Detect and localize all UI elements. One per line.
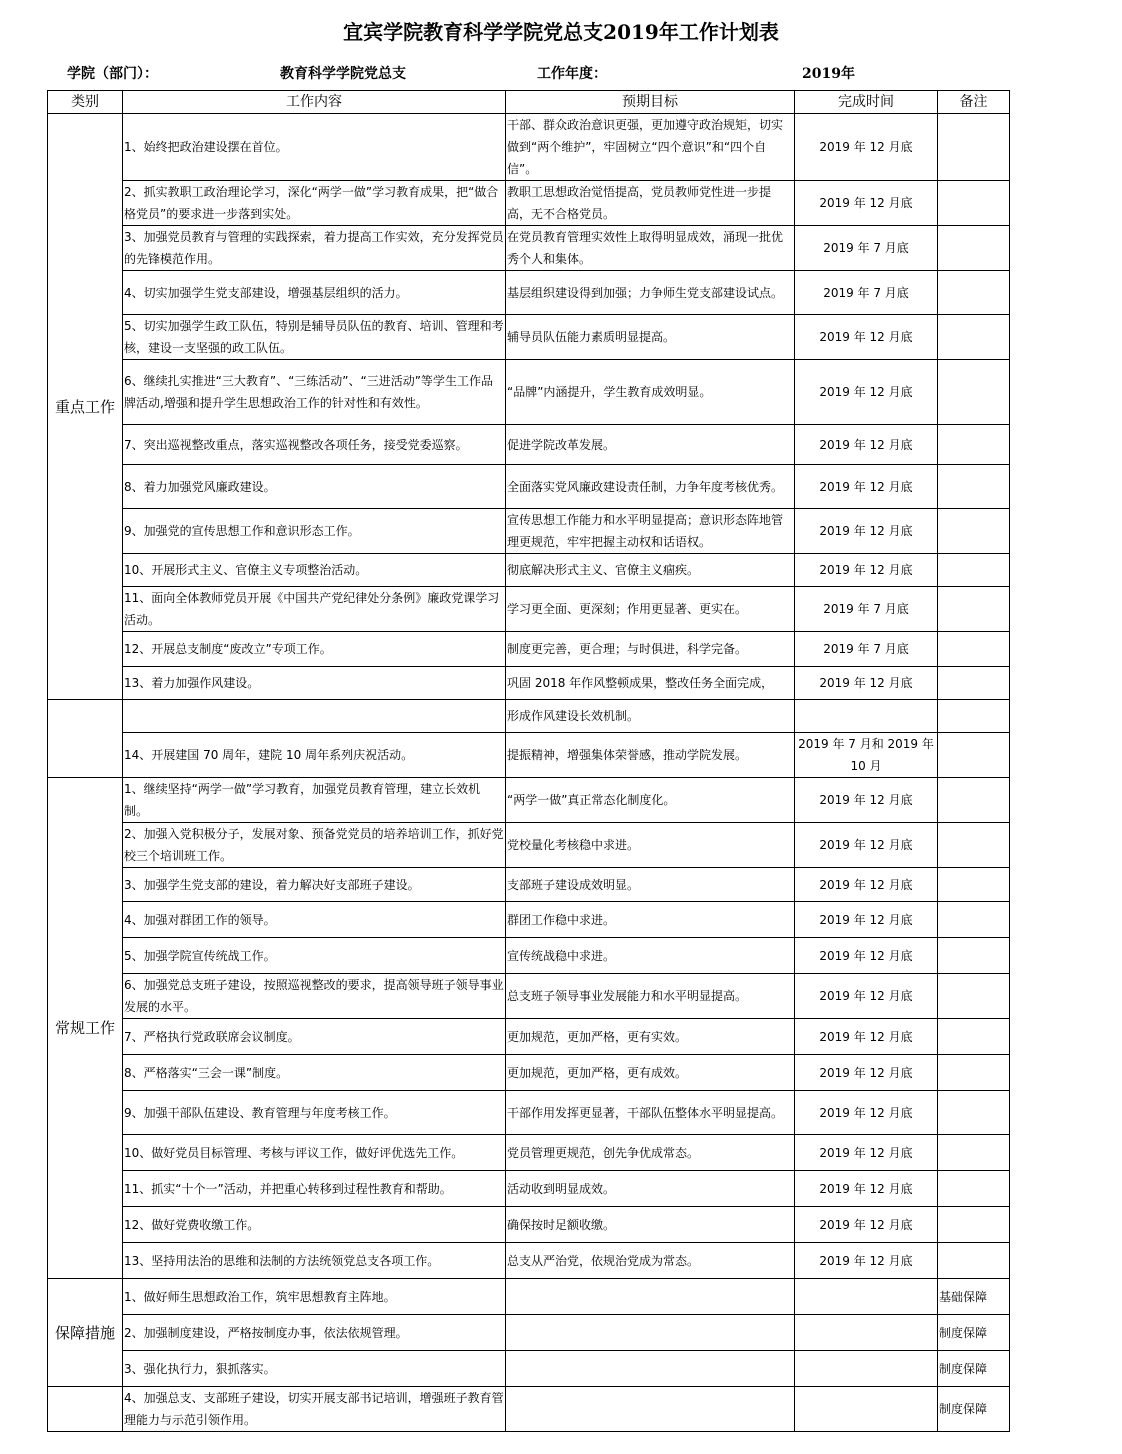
goal-cell: 提振精神，增强集体荣誉感，推动学院发展。 [506,733,795,778]
note-cell [938,425,1010,465]
work-content-cell: 14、开展建国 70 周年，建院 10 周年系列庆祝活动。 [123,733,506,778]
work-content-cell: 5、加强学院宣传统战工作。 [123,938,506,974]
work-plan-table-part3 [47,1386,1010,1432]
completion-time-cell: 2019 年 12 月底 [795,1091,938,1135]
table-row [48,1019,1010,1055]
category-cell [48,1387,123,1432]
note-cell [938,114,1010,181]
college-value: 教育科学学院党总支 [280,66,406,82]
goal-cell: 宣传思想工作能力和水平明显提高；意识形态阵地管理更规范，牢牢把握主动权和话语权。 [506,509,795,554]
completion-time-cell: 2019 年 12 月底 [795,1171,938,1207]
completion-time-cell [795,1351,938,1387]
table-row [48,733,1010,778]
table-row [48,868,1010,902]
goal-cell: 党校量化考核稳中求进。 [506,823,795,868]
completion-time-cell: 2019 年 12 月底 [795,315,938,360]
goal-cell: 制度更完善，更合理；与时俱进，科学完备。 [506,632,795,667]
completion-time-cell: 2019 年 12 月底 [795,823,938,868]
note-cell [938,1207,1010,1243]
note-cell [938,271,1010,315]
goal-cell: 党员管理更规范，创先争优成常态。 [506,1135,795,1171]
work-content-cell: 2、加强制度建设，严格按制度办事，依法依规管理。 [123,1315,506,1351]
completion-time-cell [795,700,938,733]
note-cell [938,509,1010,554]
goal-cell [506,1279,795,1315]
work-content-cell: 2、加强入党积极分子，发展对象、预备党党员的培养培训工作，抓好党校三个培训班工作。 [123,823,506,868]
completion-time-cell: 2019 年 12 月底 [795,1135,938,1171]
table-row [48,1279,1010,1315]
work-content-cell: 13、着力加强作风建设。 [123,667,506,700]
goal-cell: 辅导员队伍能力素质明显提高。 [506,315,795,360]
work-content-cell: 8、严格落实“三会一课”制度。 [123,1055,506,1091]
note-cell [938,667,1010,700]
work-content-cell: 7、严格执行党政联席会议制度。 [123,1019,506,1055]
header-note: 备注 [938,91,1010,114]
header-time: 完成时间 [795,91,938,114]
table-row [48,587,1010,632]
goal-cell: 基层组织建设得到加强；力争师生党支部建设试点。 [506,271,795,315]
work-content-cell: 1、做好师生思想政治工作，筑牢思想教育主阵地。 [123,1279,506,1315]
goal-cell: 更加规范，更加严格，更有实效。 [506,1019,795,1055]
table-row [48,667,1010,700]
table-row [48,902,1010,938]
completion-time-cell: 2019 年 12 月底 [795,114,938,181]
note-cell [938,700,1010,733]
completion-time-cell: 2019 年 12 月底 [795,1207,938,1243]
completion-time-cell: 2019 年 12 月底 [795,554,938,587]
table-row [48,1315,1010,1351]
header-content: 工作内容 [123,91,506,114]
table-row [48,554,1010,587]
note-cell [938,315,1010,360]
table-row [48,1207,1010,1243]
category-cell: 保障措施 [48,1279,123,1387]
work-content-cell: 6、继续扎实推进“三大教育”、“三练活动”、“三进活动”等学生工作品牌活动,增强和提升学生思想政治工作的针对性和有效性。 [123,360,506,425]
work-content-cell: 11、抓实“十个一”活动，并把重心转移到过程性教育和帮助。 [123,1171,506,1207]
note-cell [938,1091,1010,1135]
goal-cell: 在党员教育管理实效性上取得明显成效，涌现一批优秀个人和集体。 [506,226,795,271]
completion-time-cell: 2019 年 12 月底 [795,509,938,554]
note-cell [938,868,1010,902]
category-cell: 常规工作 [48,778,123,1279]
work-plan-table-part2 [47,699,1010,1387]
note-cell [938,938,1010,974]
table-row [48,1171,1010,1207]
work-content-cell: 12、做好党费收缴工作。 [123,1207,506,1243]
work-content-cell: 5、切实加强学生政工队伍，特别是辅导员队伍的教育、培训、管理和考核，建设一支坚强的政工队伍。 [123,315,506,360]
goal-cell [506,1315,795,1351]
completion-time-cell: 2019 年 12 月底 [795,425,938,465]
table-row [48,974,1010,1019]
note-cell [938,226,1010,271]
note-cell [938,823,1010,868]
table-row [48,181,1010,226]
completion-time-cell: 2019 年 12 月底 [795,667,938,700]
table-row [48,1055,1010,1091]
goal-cell: 促进学院改革发展。 [506,425,795,465]
table-header-row [48,91,1010,114]
goal-cell: 总支从严治党，依规治党成为常态。 [506,1243,795,1279]
goal-cell: 确保按时足额收缴。 [506,1207,795,1243]
completion-time-cell: 2019 年 7 月底 [795,271,938,315]
goal-cell: 总支班子领导事业发展能力和水平明显提高。 [506,974,795,1019]
work-content-cell: 13、坚持用法治的思维和法制的方法统领党总支各项工作。 [123,1243,506,1279]
completion-time-cell: 2019 年 12 月底 [795,181,938,226]
completion-time-cell: 2019 年 12 月底 [795,974,938,1019]
note-cell [938,1055,1010,1091]
note-cell [938,902,1010,938]
header-category: 类别 [48,91,123,114]
table-row [48,315,1010,360]
table-row [48,823,1010,868]
note-cell: 基础保障 [938,1279,1010,1315]
note-cell: 制度保障 [938,1387,1010,1432]
goal-cell: 巩固 2018 年作风整顿成果，整改任务全面完成， [506,667,795,700]
work-content-cell: 1、始终把政治建设摆在首位。 [123,114,506,181]
note-cell [938,733,1010,778]
completion-time-cell: 2019 年 12 月底 [795,778,938,823]
page-title: 宜宾学院教育科学学院党总支2019年工作计划表 [343,20,779,44]
table-row [48,700,1010,733]
goal-cell: 干部作用发挥更显著，干部队伍整体水平明显提高。 [506,1091,795,1135]
year-label: 工作年度： [537,66,607,82]
completion-time-cell: 2019 年 12 月底 [795,902,938,938]
goal-cell: 活动收到明显成效。 [506,1171,795,1207]
completion-time-cell: 2019 年 12 月底 [795,1243,938,1279]
completion-time-cell [795,1279,938,1315]
completion-time-cell: 2019 年 7 月底 [795,632,938,667]
note-cell [938,632,1010,667]
work-content-cell: 10、开展形式主义、官僚主义专项整治活动。 [123,554,506,587]
header-goal: 预期目标 [506,91,795,114]
goal-cell [506,1387,795,1432]
table-row [48,1243,1010,1279]
note-cell [938,587,1010,632]
work-content-cell: 3、加强学生党支部的建设，着力解决好支部班子建设。 [123,868,506,902]
work-content-cell: 9、加强干部队伍建设、教育管理与年度考核工作。 [123,1091,506,1135]
work-content-cell: 1、继续坚持“两学一做”学习教育，加强党员教育管理，建立长效机制。 [123,778,506,823]
goal-cell: 全面落实党风廉政建设责任制，力争年度考核优秀。 [506,465,795,509]
goal-cell [506,1351,795,1387]
goal-cell: “品牌”内涵提升，学生教育成效明显。 [506,360,795,425]
table-row [48,226,1010,271]
table-row [48,114,1010,181]
goal-cell: 干部、群众政治意识更强，更加遵守政治规矩，切实做到“两个维护”，牢固树立“四个意识”和“四个自信”。 [506,114,795,181]
goal-cell: 支部班子建设成效明显。 [506,868,795,902]
table-row [48,360,1010,425]
table-row [48,778,1010,823]
completion-time-cell: 2019 年 7 月底 [795,226,938,271]
table-row [48,1351,1010,1387]
note-cell [938,974,1010,1019]
table-row [48,465,1010,509]
table-row [48,271,1010,315]
goal-cell: 形成作风建设长效机制。 [506,700,795,733]
table-row [48,1091,1010,1135]
completion-time-cell: 2019 年 12 月底 [795,1055,938,1091]
completion-time-cell [795,1387,938,1432]
table-row [48,1387,1010,1432]
work-content-cell: 6、加强党总支班子建设，按照巡视整改的要求，提高领导班子领导事业发展的水平。 [123,974,506,1019]
note-cell [938,778,1010,823]
table-row [48,509,1010,554]
category-cell: 重点工作 [48,114,123,700]
work-content-cell: 11、面向全体教师党员开展《中国共产党纪律处分条例》廉政党课学习活动。 [123,587,506,632]
work-content-cell: 4、加强对群团工作的领导。 [123,902,506,938]
completion-time-cell: 2019 年 12 月底 [795,868,938,902]
work-content-cell: 4、加强总支、支部班子建设，切实开展支部书记培训，增强班子教育管理能力与示范引领作用。 [123,1387,506,1432]
note-cell [938,554,1010,587]
table-row [48,425,1010,465]
work-content-cell: 12、开展总支制度“废改立”专项工作。 [123,632,506,667]
completion-time-cell: 2019 年 7 月底 [795,587,938,632]
goal-cell: 更加规范，更加严格，更有成效。 [506,1055,795,1091]
goal-cell: 学习更全面、更深刻；作用更显著、更实在。 [506,587,795,632]
note-cell [938,1243,1010,1279]
work-content-cell: 7、突出巡视整改重点，落实巡视整改各项任务，接受党委巡察。 [123,425,506,465]
category-cell [48,700,123,778]
completion-time-cell: 2019 年 12 月底 [795,938,938,974]
work-content-cell: 3、强化执行力，狠抓落实。 [123,1351,506,1387]
completion-time-cell: 2019 年 12 月底 [795,1019,938,1055]
note-cell [938,1135,1010,1171]
work-content-cell: 2、抓实教职工政治理论学习，深化“两学一做”学习教育成果，把“做合格党员”的要求进一步落到实处。 [123,181,506,226]
note-cell [938,1171,1010,1207]
goal-cell: 宣传统战稳中求进。 [506,938,795,974]
note-cell [938,1019,1010,1055]
goal-cell: “两学一做”真正常态化制度化。 [506,778,795,823]
note-cell [938,181,1010,226]
completion-time-cell: 2019 年 7 月和 2019 年 10 月 [795,733,938,778]
goal-cell: 群团工作稳中求进。 [506,902,795,938]
college-label: 学院（部门）： [67,66,158,82]
work-content-cell: 10、做好党员目标管理、考核与评议工作，做好评优选先工作。 [123,1135,506,1171]
work-content-cell [123,700,506,733]
work-content-cell: 8、着力加强党风廉政建设。 [123,465,506,509]
completion-time-cell: 2019 年 12 月底 [795,360,938,425]
work-content-cell: 3、加强党员教育与管理的实践探索，着力提高工作实效，充分发挥党员的先锋模范作用。 [123,226,506,271]
goal-cell: 彻底解决形式主义、官僚主义痼疾。 [506,554,795,587]
work-content-cell: 4、切实加强学生党支部建设，增强基层组织的活力。 [123,271,506,315]
table-row [48,632,1010,667]
completion-time-cell [795,1315,938,1351]
completion-time-cell: 2019 年 12 月底 [795,465,938,509]
note-cell [938,360,1010,425]
year-value: 2019年 [802,66,855,82]
table-row [48,938,1010,974]
note-cell [938,465,1010,509]
work-content-cell: 9、加强党的宣传思想工作和意识形态工作。 [123,509,506,554]
goal-cell: 教职工思想政治觉悟提高，党员教师党性进一步提高，无不合格党员。 [506,181,795,226]
table-row [48,1135,1010,1171]
work-plan-table-part1 [47,90,1010,700]
note-cell: 制度保障 [938,1351,1010,1387]
note-cell: 制度保障 [938,1315,1010,1351]
